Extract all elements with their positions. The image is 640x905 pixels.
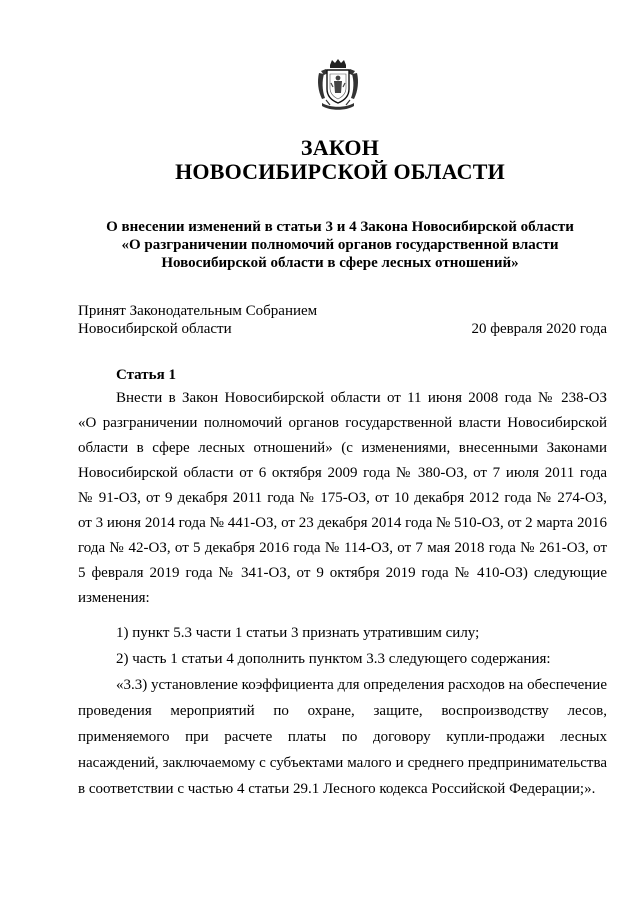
subtitle-line: О внесении изменений в статьи 3 и 4 Закона Новосибирской области: [106, 219, 574, 235]
body-line: 5 февраля 2019 года № 341-ОЗ, от 9 октября 2019 года № 410-ОЗ) следующие: [78, 565, 607, 581]
adopted-by-line: Принят Законодательным Собранием: [78, 303, 318, 319]
quoted-line: проведения мероприятий по охране, защите, воспроизводству лесов,: [78, 703, 607, 719]
quoted-line: «3.3) установление коэффициента для определения расходов на обеспечение: [116, 677, 607, 693]
quoted-line: в соответствии с частью 4 статьи 29.1 Лесного кодекса Российской Федерации;».: [78, 781, 596, 797]
adopted-by-line: Новосибирской области: [78, 321, 232, 337]
body-line: Внести в Закон Новосибирской области от 11 июня 2008 года № 238-ОЗ: [116, 390, 607, 406]
coat-of-arms-emblem: [316, 59, 360, 112]
quoted-line: применяемого при расчете платы по договору купли-продажи лесных: [78, 729, 607, 745]
law-title: ЗАКОН: [300, 135, 380, 160]
body-line: изменения:: [78, 590, 150, 606]
body-line: области в сфере лесных отношений» (с изменениями, внесенными Законами: [78, 440, 607, 456]
article-heading: Статья 1: [116, 367, 176, 383]
region-title: НОВОСИБИРСКОЙ ОБЛАСТИ: [175, 159, 505, 184]
subtitle-line: Новосибирской области в сфере лесных отношений»: [161, 255, 519, 271]
body-line: «О разграничении полномочий органов государственной власти Новосибирской: [78, 415, 607, 431]
body-line: Новосибирской области от 6 октября 2009 года № 380-ОЗ, от 7 июля 2011 года: [78, 465, 607, 481]
body-line: № 91-ОЗ, от 9 декабря 2011 года № 175-ОЗ, от 10 декабря 2012 года № 274-ОЗ,: [78, 490, 607, 506]
list-item: 1) пункт 5.3 части 1 статьи 3 признать утратившим силу;: [116, 625, 480, 641]
body-line: от 3 июня 2014 года № 441-ОЗ, от 23 декабря 2014 года № 510-ОЗ, от 2 марта 2016: [78, 515, 607, 531]
list-item: 2) часть 1 статьи 4 дополнить пунктом 3.3 следующего содержания:: [116, 651, 551, 667]
body-line: года № 42-ОЗ, от 5 декабря 2016 года № 114-ОЗ, от 7 мая 2018 года № 261-ОЗ, от: [78, 540, 607, 556]
quoted-line: насаждений, заключаемому с субъектами малого и среднего предпринимательства: [78, 755, 607, 771]
adoption-date: 20 февраля 2020 года: [471, 321, 607, 337]
subtitle-line: «О разграничении полномочий органов государственной власти: [121, 237, 559, 253]
